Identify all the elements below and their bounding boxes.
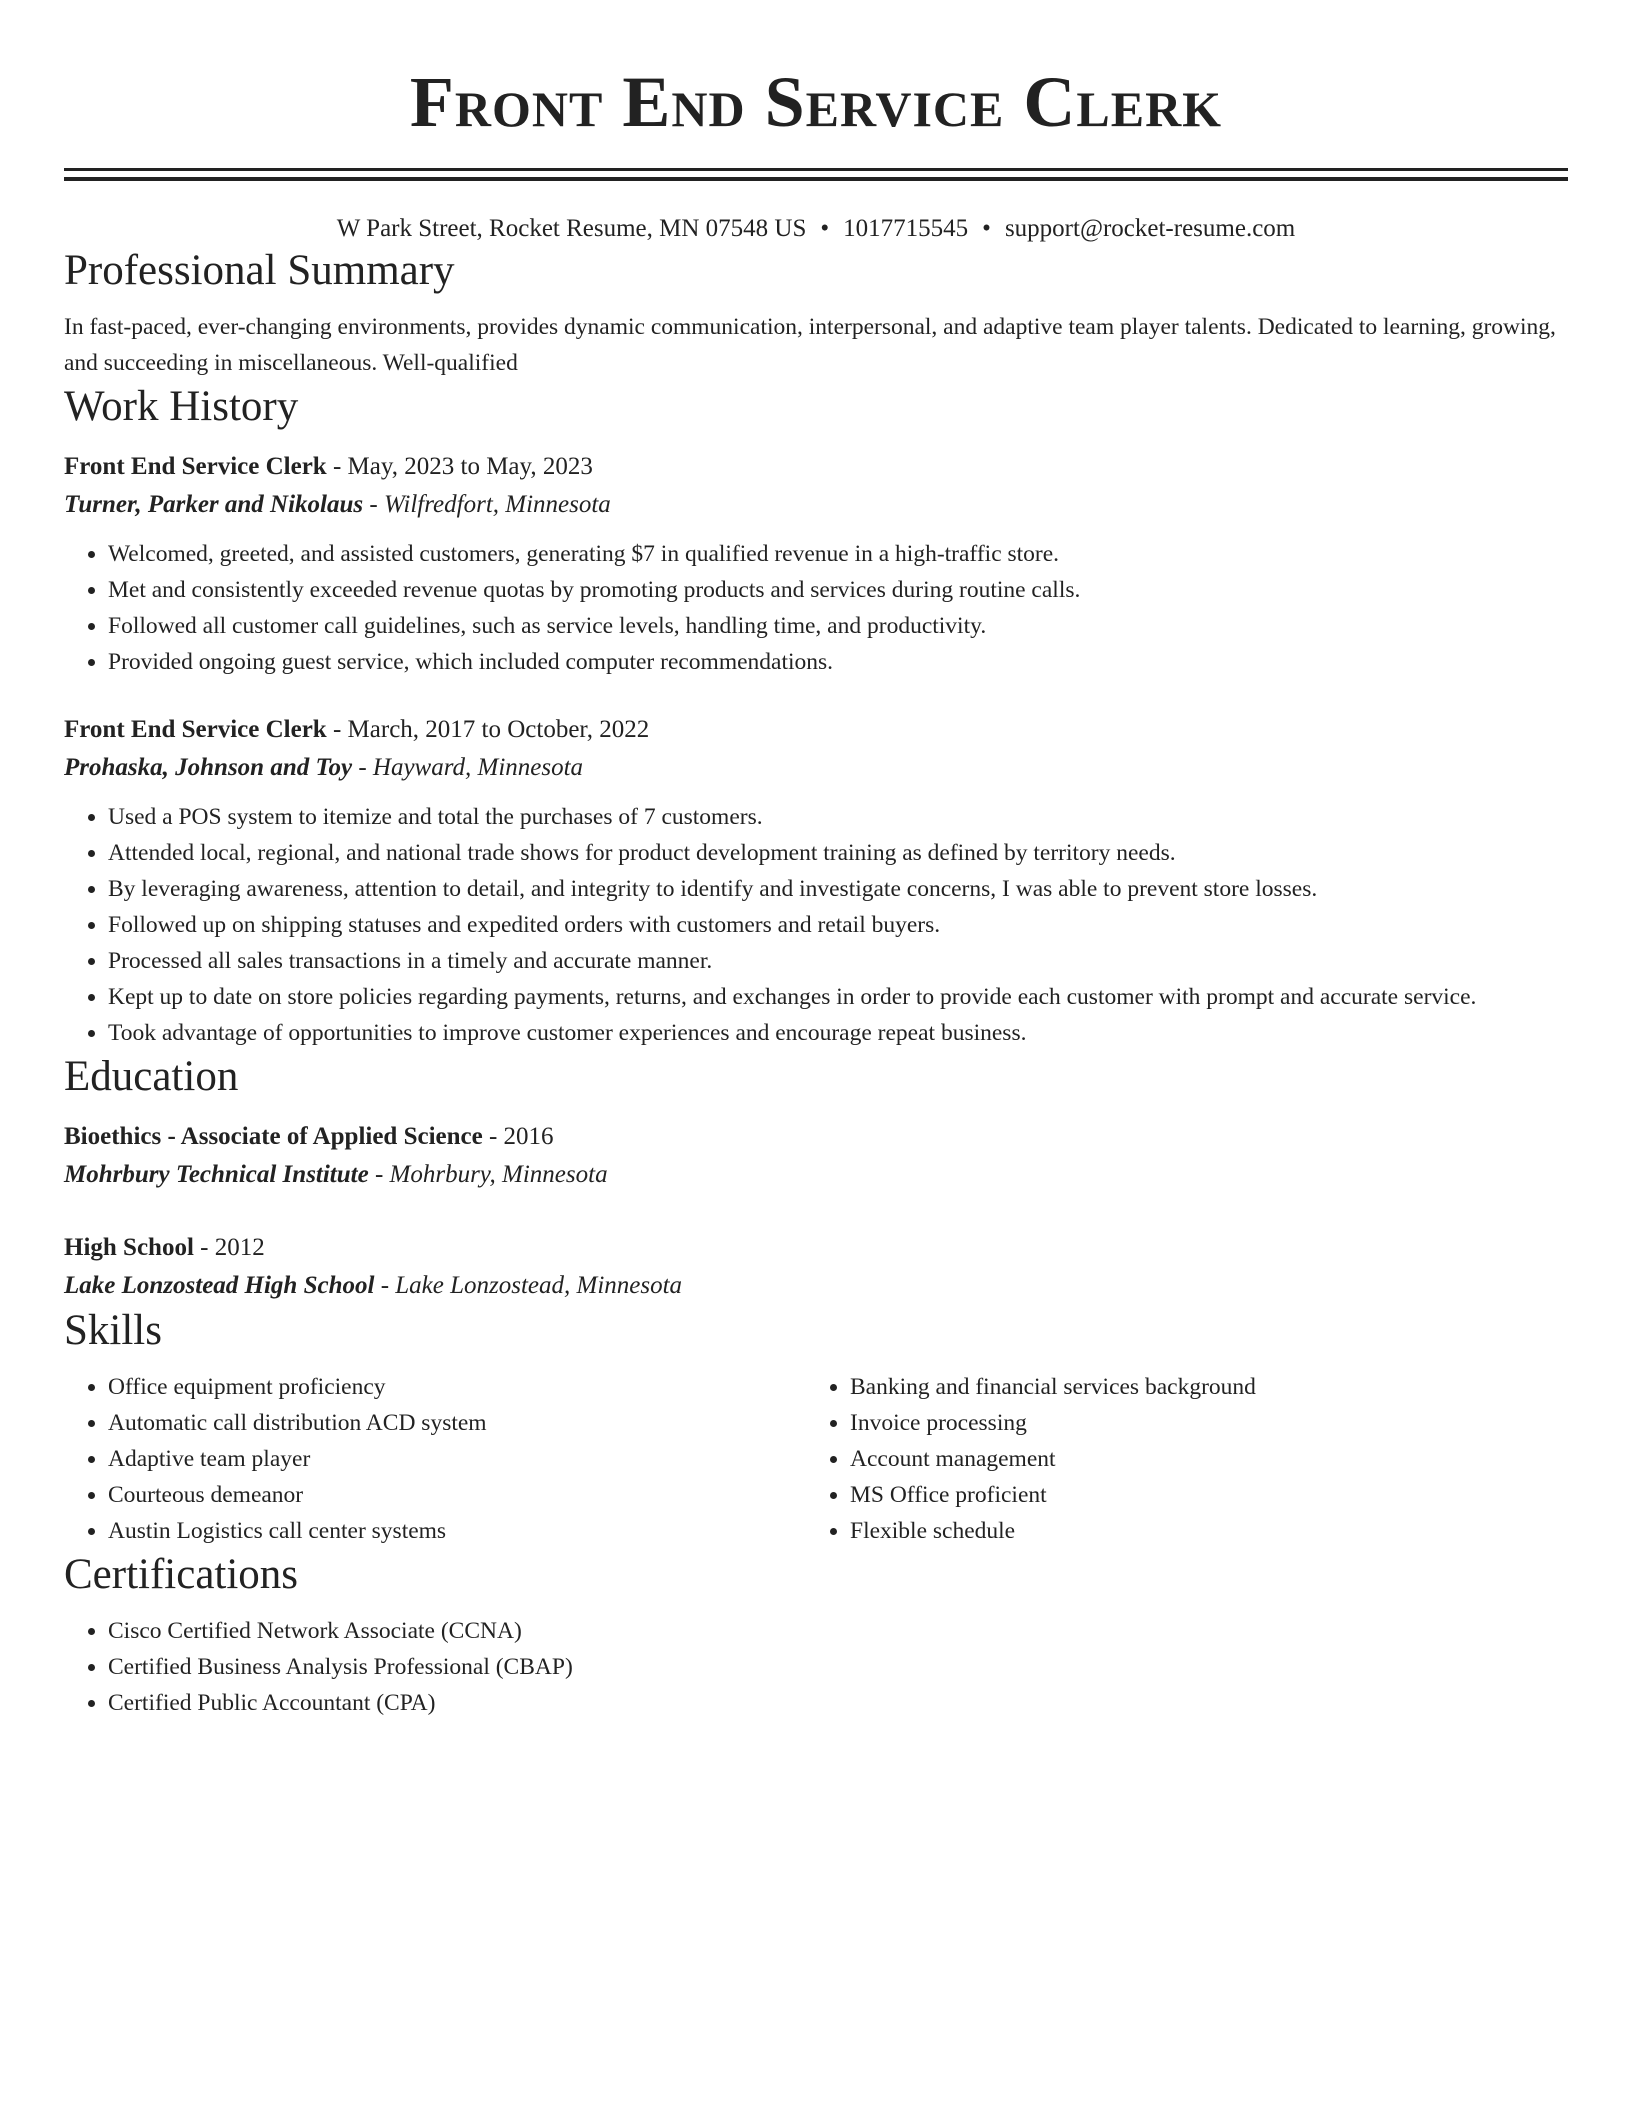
skill-item: • Automatic call distribution ACD system xyxy=(108,1405,806,1441)
resume-name: Front End Service Clerk xyxy=(409,62,1223,142)
skill-item: • Courteous demeanor xyxy=(108,1477,806,1513)
certifications-list xyxy=(64,1613,1568,1721)
education-school: Mohrbury Technical Institute xyxy=(64,1161,369,1188)
education-location: - Lake Lonzostead, Minnesota xyxy=(374,1272,683,1299)
education-year: - 2012 xyxy=(193,1234,265,1261)
education-school: Lake Lonzostead High School xyxy=(64,1272,375,1299)
job-dates: - May, 2023 to May, 2023 xyxy=(326,453,593,480)
job-bullet: • Met and consistently exceeded revenue quotas by promoting products and services during routine calls. xyxy=(108,572,1568,608)
job-bullet: • Processed all sales transactions in a timely and accurate manner. xyxy=(108,943,1568,979)
contact-phone: 1017715545 xyxy=(843,215,969,242)
education-entry xyxy=(64,1228,1568,1305)
job-role: Front End Service Clerk xyxy=(64,453,327,480)
education-location: - Mohrbury, Minnesota xyxy=(368,1161,608,1188)
section-title-education: Education xyxy=(64,1053,239,1100)
summary-text: In fast-paced, ever-changing environments, provides dynamic communication, interpersonal, and adaptive team player talents. Dedicated to learning, growing, and succeeding in miscellaneous. Well-qualified xyxy=(64,314,1556,376)
education-school-line xyxy=(64,1156,1568,1194)
contact-address: W Park Street, Rocket Resume, MN 07548 US xyxy=(336,215,807,242)
certification-item: • Cisco Certified Network Associate (CCNA) xyxy=(108,1613,1568,1649)
skills-list-left xyxy=(64,1369,806,1549)
contact-separator: • xyxy=(982,215,991,242)
job-bullet: • Welcomed, greeted, and assisted customers, generating $7 in qualified revenue in a high-traffic store. xyxy=(108,536,1568,572)
header-divider-bottom xyxy=(64,177,1568,181)
job-company-line xyxy=(64,749,1568,787)
section-title-skills: Skills xyxy=(64,1307,162,1354)
education-year: - 2016 xyxy=(482,1123,554,1150)
job-bullet: • Used a POS system to itemize and total the purchases of 7 customers. xyxy=(108,799,1568,835)
skill-item: • Account management xyxy=(850,1441,1256,1477)
education-degree: Bioethics - Associate of Applied Science xyxy=(64,1123,483,1150)
section-title-summary: Professional Summary xyxy=(64,247,455,294)
job-title-line xyxy=(64,710,1568,749)
certification-item: • Certified Business Analysis Professional (CBAP) xyxy=(108,1649,1568,1685)
job-bullet: • Kept up to date on store policies regarding payments, returns, and exchanges in order to provide each customer with prompt and accurate service. xyxy=(108,979,1568,1015)
section-title-work-history: Work History xyxy=(64,383,299,430)
job-company: Turner, Parker and Nikolaus xyxy=(64,491,364,518)
skill-item: • Flexible schedule xyxy=(850,1513,1256,1549)
job-dates: - March, 2017 to October, 2022 xyxy=(326,716,650,743)
skill-item: • Adaptive team player xyxy=(108,1441,806,1477)
job-bullet: • Followed up on shipping statuses and expedited orders with customers and retail buyers. xyxy=(108,907,1568,943)
job-bullet: • Followed all customer call guidelines, such as service levels, handling time, and productivity. xyxy=(108,608,1568,644)
contact-email: support@rocket-resume.com xyxy=(1004,215,1296,242)
skill-item: • Office equipment proficiency xyxy=(108,1369,806,1405)
job-bullet: • Attended local, regional, and national trade shows for product development training as defined by territory needs. xyxy=(108,835,1568,871)
job-title-line xyxy=(64,447,1568,486)
skills-grid xyxy=(64,1363,1568,1549)
education-degree-line xyxy=(64,1228,1568,1267)
section-title-certifications: Certifications xyxy=(64,1551,299,1598)
education-degree: High School xyxy=(64,1234,194,1261)
header-divider-top xyxy=(64,168,1568,171)
contact-line xyxy=(64,213,1568,245)
job-role: Front End Service Clerk xyxy=(64,716,327,743)
skill-item: • Banking and financial services background xyxy=(850,1369,1256,1405)
education-entry xyxy=(64,1117,1568,1194)
job-company-line xyxy=(64,486,1568,524)
skills-list-right xyxy=(806,1369,1256,1549)
skill-item: • Austin Logistics call center systems xyxy=(108,1513,806,1549)
skill-item: • MS Office proficient xyxy=(850,1477,1256,1513)
job-bullet: • Took advantage of opportunities to improve customer experiences and encourage repeat business. xyxy=(108,1015,1568,1051)
job-bullet-list xyxy=(64,799,1568,1051)
job-entry xyxy=(64,447,1568,680)
job-company: Prohaska, Johnson and Toy xyxy=(64,754,353,781)
job-bullet: • By leveraging awareness, attention to detail, and integrity to identify and investigate concerns, I was able to prevent store losses. xyxy=(108,871,1568,907)
certification-item: • Certified Public Accountant (CPA) xyxy=(108,1685,1568,1721)
job-bullet-list xyxy=(64,536,1568,680)
job-location: - Hayward, Minnesota xyxy=(352,754,584,781)
education-degree-line xyxy=(64,1117,1568,1156)
education-school-line xyxy=(64,1267,1568,1305)
contact-separator: • xyxy=(820,215,830,242)
skill-item: • Invoice processing xyxy=(850,1405,1256,1441)
job-entry xyxy=(64,710,1568,1051)
job-bullet: • Provided ongoing guest service, which included computer recommendations. xyxy=(108,644,1568,680)
job-location: - Wilfredfort, Minnesota xyxy=(363,491,611,518)
